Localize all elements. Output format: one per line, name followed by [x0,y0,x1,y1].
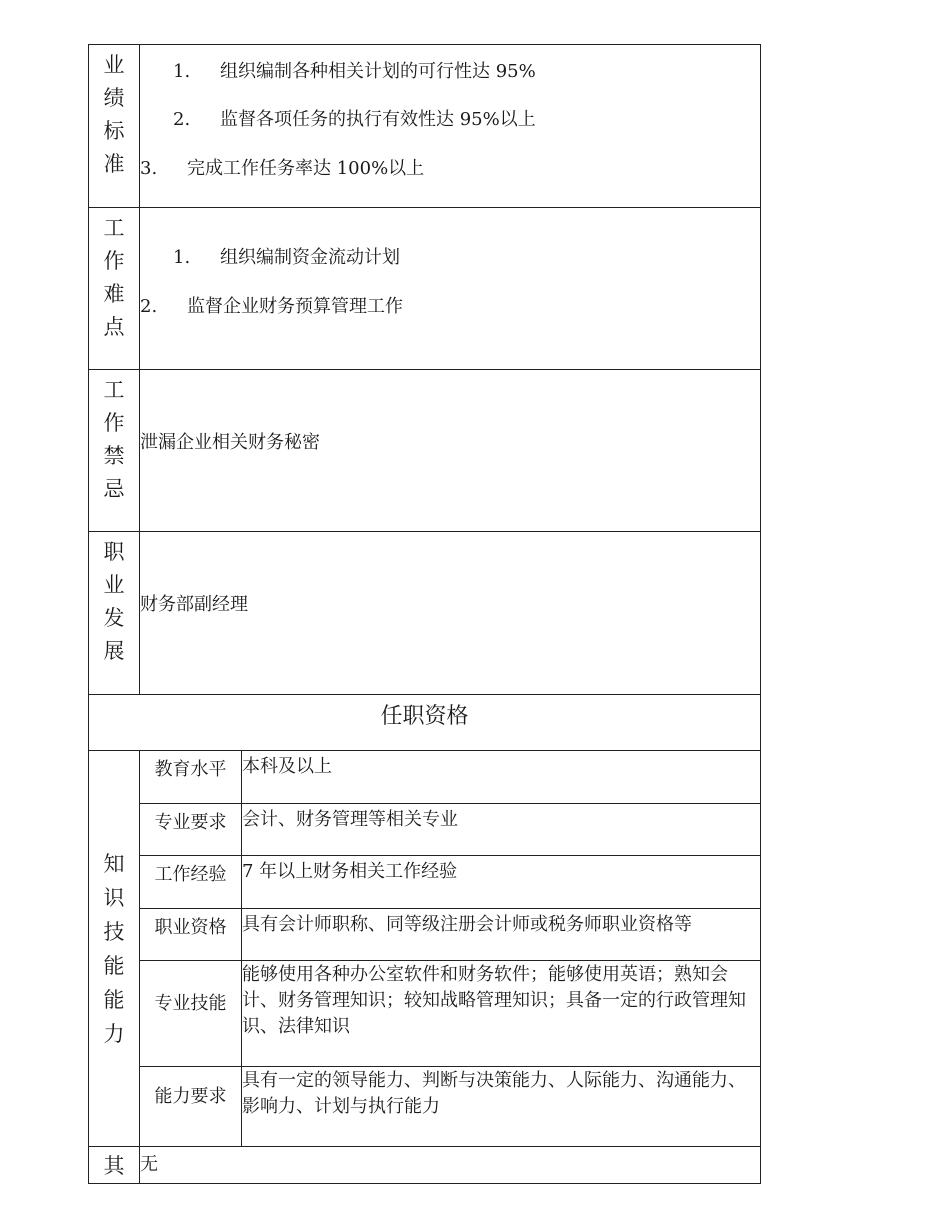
qualification-value: 本科及以上 [242,756,332,777]
performance-standards-label: 业 绩 标 准 [89,45,140,207]
other-label: 其 [89,1147,140,1183]
qualification-key: 教育水平 [140,751,242,803]
qualification-value: 能够使用各种办公室软件和财务软件；能够使用英语；熟知会计、财务管理知识；较知战略管理知识；具备一定的行政管理知识、法律知识 [242,964,746,1037]
qualification-row-certification [140,909,760,961]
work-difficulties-label: 工 作 难 点 [89,208,140,369]
other-row [89,1147,760,1183]
qualification-key: 能力要求 [140,1067,242,1147]
prohibition-text: 泄漏企业相关财务秘密 [140,432,320,453]
career-development-row [89,532,760,695]
qualification-value: 7 年以上财务相关工作经验 [242,861,458,882]
qualification-row-experience [140,856,760,909]
qualification-value: 具有会计师职称、同等级注册会计师或税务师职业资格等 [242,914,692,935]
qualification-row-major [140,804,760,856]
qualification-key: 工作经验 [140,856,242,908]
difficulty-item: 2. 监督企业财务预算管理工作 [140,296,403,317]
knowledge-skills-section [89,751,760,1147]
performance-item: 2. 监督各项任务的执行有效性达 95%以上 [173,109,536,130]
qualifications-title: 任职资格 [380,704,469,729]
qualification-row-skills [140,961,760,1067]
qualification-value: 会计、财务管理等相关专业 [242,809,458,830]
performance-item: 1. 组织编制各种相关计划的可行性达 95% [173,61,536,82]
work-prohibitions-content [140,370,760,531]
other-text: 无 [140,1154,158,1175]
knowledge-skills-label: 知 识 技 能 能 力 [89,751,140,1146]
qualifications-header-row [89,695,760,751]
difficulty-item: 1. 组织编制资金流动计划 [173,247,400,268]
performance-item: 3. 完成工作任务率达 100%以上 [140,158,425,179]
qualification-value: 具有一定的领导能力、判断与决策能力、人际能力、沟通能力、影响力、计划与执行能力 [242,1070,746,1117]
qualification-row-abilities [140,1067,760,1147]
performance-standards-row [89,45,760,208]
career-development-label: 职 业 发 展 [89,532,140,694]
work-difficulties-row [89,208,760,370]
work-prohibitions-row [89,370,760,532]
career-text: 财务部副经理 [140,594,248,615]
work-prohibitions-label: 工 作 禁 忌 [89,370,140,531]
job-description-table [88,44,761,1184]
career-development-content [140,532,760,694]
other-content [140,1147,760,1183]
work-difficulties-content [140,208,760,369]
qualification-key: 专业技能 [140,961,242,1066]
qualification-row-education [140,751,760,804]
performance-standards-content [140,45,760,207]
qualification-key: 职业资格 [140,909,242,960]
qualification-key: 专业要求 [140,804,242,855]
